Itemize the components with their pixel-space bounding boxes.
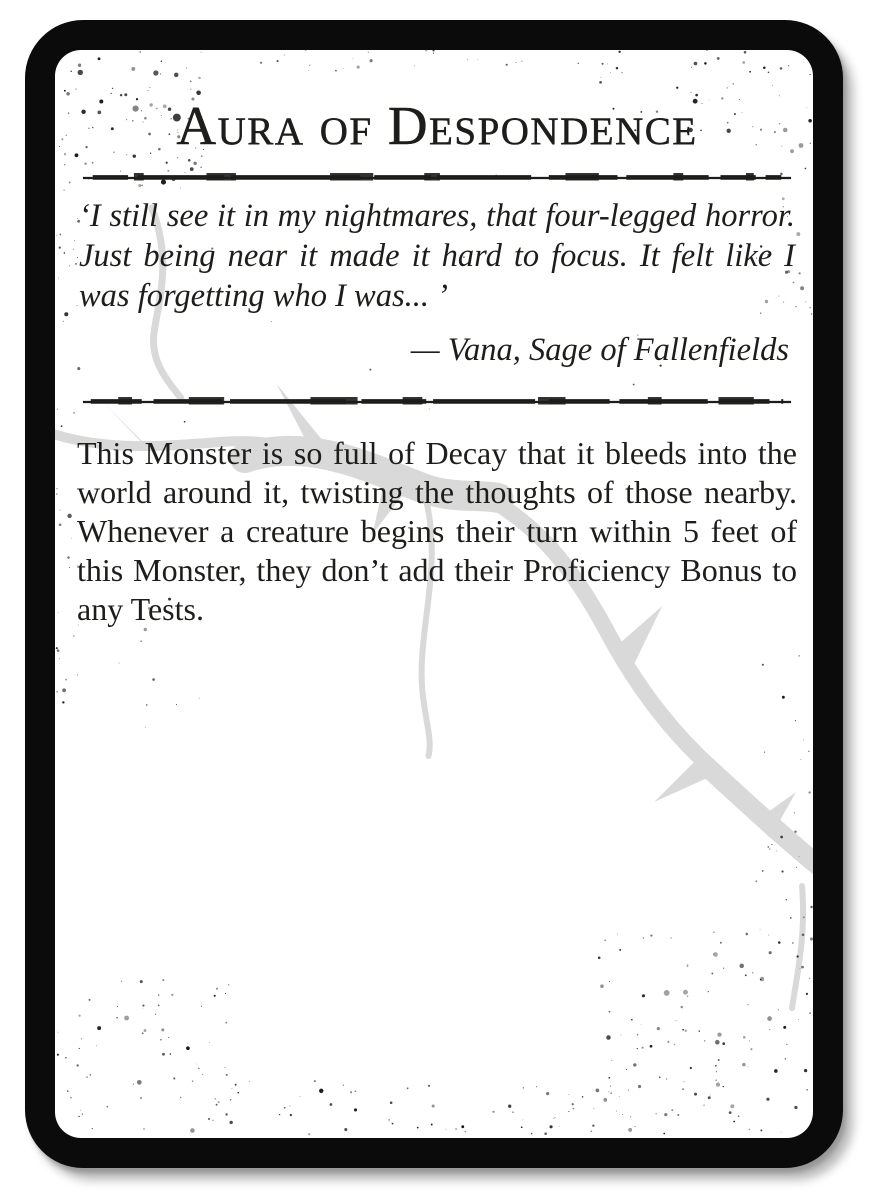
ability-description: This Monster is so full of Decay that it bleeds into the world around it, twisting the thoughts of those nearby. Whenever a creature begins their turn within 5 feet of this Monster, they don’t add their Proficiency Bonus to any Tests. (77, 435, 797, 627)
divider-top (79, 170, 795, 184)
monster-ability-card (25, 20, 843, 1168)
flavor-attribution: — Vana, Sage of Fallenfields (410, 332, 789, 368)
divider-middle (79, 394, 795, 408)
card-face (55, 50, 813, 1138)
card-title: Aura of Despondence (176, 95, 698, 156)
flavor-text: ‘I still see it in my nightmares, that four-legged horror. Just being near it made it hard to focus. It felt like I was forgetting who I was... ’ (79, 198, 795, 314)
card-content (55, 50, 813, 1138)
